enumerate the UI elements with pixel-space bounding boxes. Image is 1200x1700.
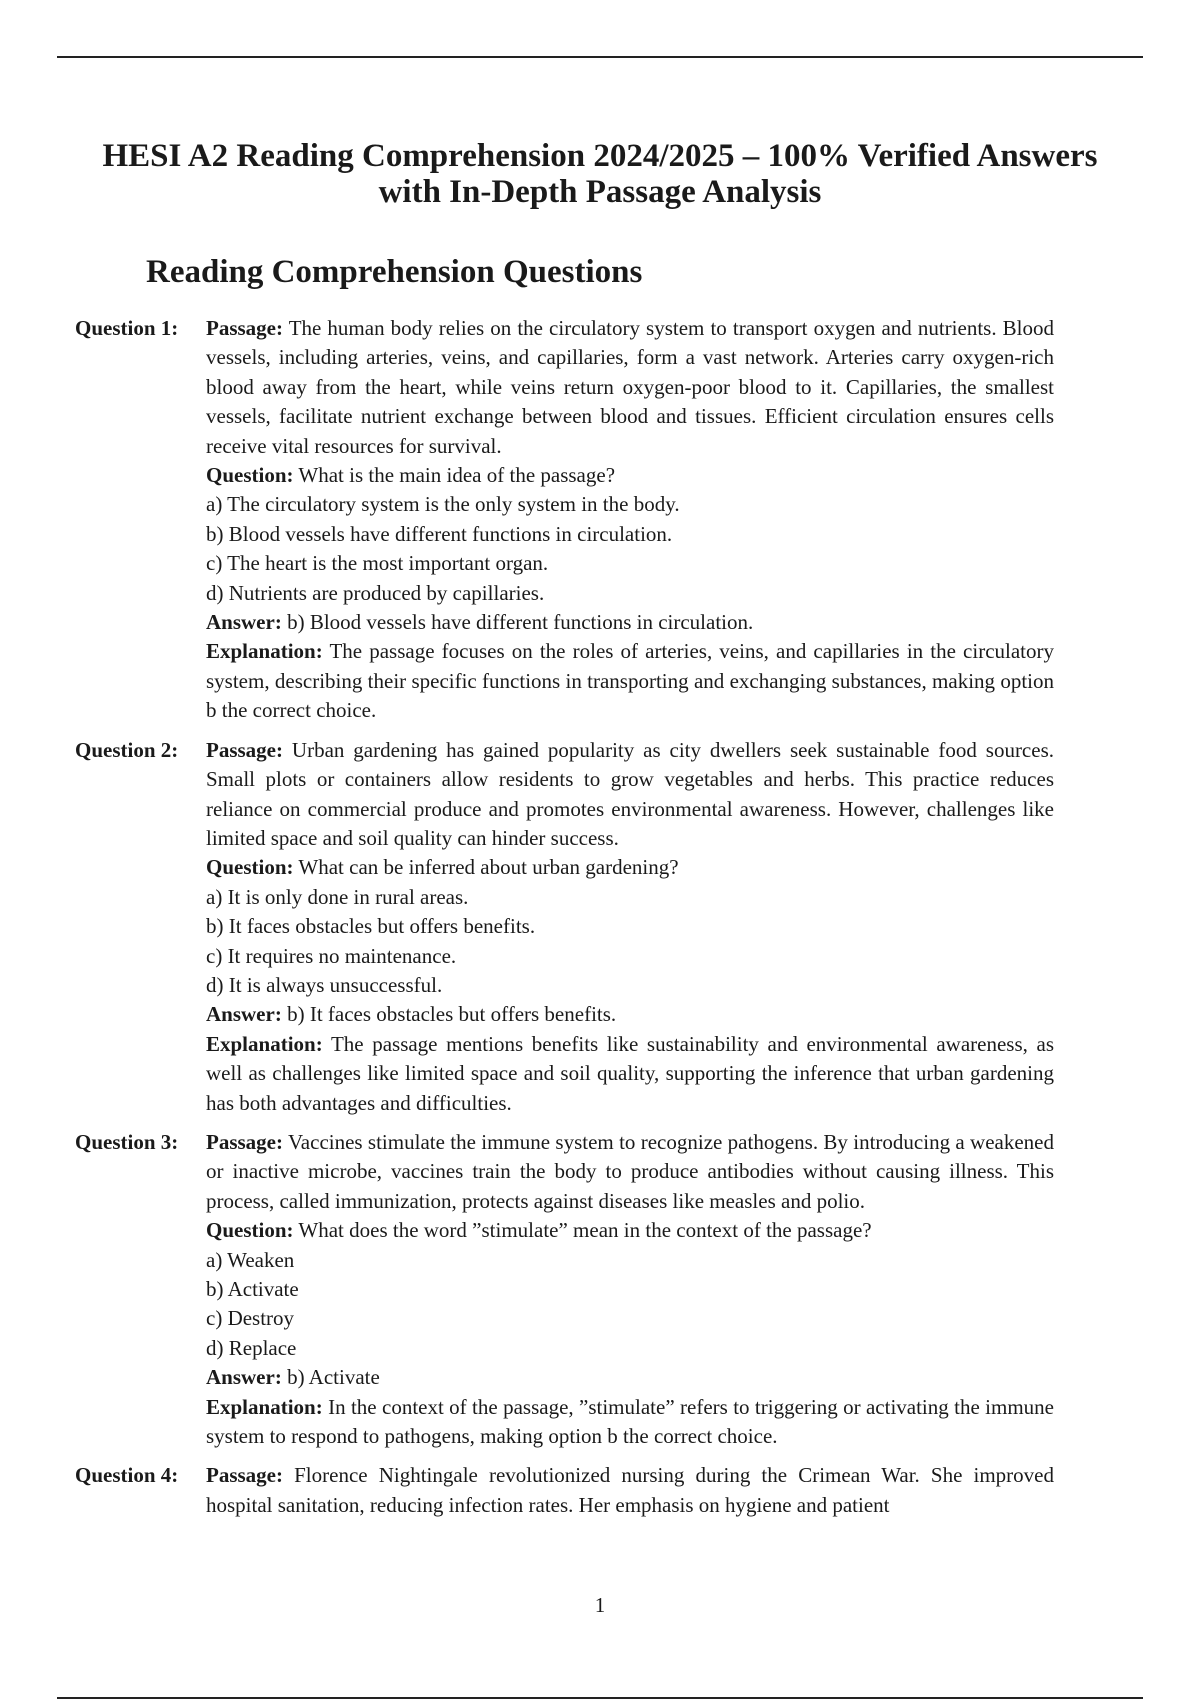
explanation-label: Explanation:: [206, 1394, 323, 1419]
answer-option: b) Activate: [206, 1277, 299, 1301]
answer-option: b) Blood vessels have different functions in circulation.: [206, 521, 673, 546]
question-prompt: [206, 461, 1054, 490]
question-body: [206, 1128, 1054, 1451]
answer-option: c) Destroy: [206, 1306, 295, 1331]
answer-label: Answer:: [206, 610, 282, 635]
question-item: [0, 736, 1200, 1118]
question-prompt-label: Question:: [206, 463, 294, 488]
bottom-rule: [57, 1697, 1143, 1699]
passage-paragraph: [206, 1461, 1054, 1520]
answer-option: d) Replace: [206, 1335, 297, 1360]
page-number: 1: [594, 1593, 606, 1617]
answer-line: [206, 608, 1054, 637]
question-item: [0, 1128, 1200, 1451]
passage-text: Florence Nightingale revolutionized nursing during the Crimean War. She improved hospital sanitation, reducing infection rates. Her emphasis on hygiene and patient: [206, 1463, 1055, 1517]
questions-list: [0, 314, 1200, 1530]
answer-option: c) It requires no maintenance.: [206, 943, 457, 968]
explanation-paragraph: [206, 1393, 1054, 1452]
question-prompt-text: What can be inferred about urban gardening?: [298, 855, 679, 880]
passage-label: Passage:: [206, 1463, 283, 1488]
question-prompt-label: Question:: [206, 855, 294, 880]
passage-text: Vaccines stimulate the immune system to recognize pathogens. By introducing a weakened or inactive microbe, vaccines train the body to produce antibodies without causing illness. This process, called immunization, protects against diseases like measles and polio.: [206, 1129, 1055, 1213]
explanation-label: Explanation:: [206, 1031, 323, 1056]
question-label: Question 3:: [75, 1129, 179, 1154]
answer-option: a) It is only done in rural areas.: [206, 884, 469, 909]
question-body: [206, 314, 1054, 726]
question-prompt-text: What does the word ”stimulate” mean in the context of the passage?: [298, 1218, 872, 1243]
explanation-paragraph: [206, 1030, 1054, 1118]
explanation-label: Explanation:: [206, 639, 323, 664]
explanation-text: In the context of the passage, ”stimulate” refers to triggering or activating the immune system to respond to pathogens, making option b the correct choice.: [206, 1394, 1055, 1449]
passage-paragraph: [206, 1128, 1054, 1216]
section-title: Reading Comprehension Questions: [146, 254, 643, 290]
question-body: [206, 736, 1054, 1118]
passage-paragraph: [206, 736, 1054, 854]
answer-label: Answer:: [206, 1002, 282, 1027]
question-item: [0, 1461, 1200, 1520]
question-prompt-label: Question:: [206, 1218, 294, 1243]
passage-label: Passage:: [206, 1129, 283, 1154]
question-label: Question 4:: [75, 1463, 179, 1488]
passage-text: The human body relies on the circulatory system to transport oxygen and nutrients. Blood vessels, including arteries, veins, and capillaries, form a vast network. Arteries carry oxygen-rich blood away from the heart, while veins return oxygen-poor blood to it. Capillaries, the smallest vessels, facilitate nutrient exchange between blood and tissues. Efficient circulation ensures cells receive vital resources for survival.: [206, 316, 1055, 458]
top-rule: [57, 56, 1143, 58]
answer-option: d) Nutrients are produced by capillaries.: [206, 580, 545, 605]
answer-option: a) The circulatory system is the only system in the body.: [206, 492, 680, 517]
question-item: [0, 314, 1200, 726]
answer-option: d) It is always unsuccessful.: [206, 972, 443, 997]
question-label: Question 1:: [75, 316, 179, 340]
passage-paragraph: [206, 314, 1054, 461]
question-prompt: [206, 853, 1054, 882]
answer-line: [206, 1000, 1054, 1029]
passage-text: Urban gardening has gained popularity as city dwellers seek sustainable food sources. Small plots or containers allow residents to grow vegetables and herbs. This practice reduces reliance on commercial produce and promotes environmental awareness. However, challenges like limited space and soil quality can hinder success.: [206, 737, 1054, 850]
answer-option: c) The heart is the most important organ.: [206, 551, 549, 576]
explanation-paragraph: [206, 637, 1054, 725]
explanation-text: The passage focuses on the roles of arteries, veins, and capillaries in the circulatory system, describing their specific functions in transporting and exchanging substances, making option b the correct choice.: [206, 639, 1055, 723]
answer-option: b) It faces obstacles but offers benefits.: [206, 914, 536, 939]
question-prompt-text: What is the main idea of the passage?: [298, 463, 616, 488]
question-body: [206, 1461, 1054, 1520]
passage-label: Passage:: [206, 316, 283, 340]
answer-text: b) Activate: [287, 1365, 380, 1390]
answer-label: Answer:: [206, 1365, 282, 1390]
document-title: HESI A2 Reading Comprehension 2024/2025 – 100% Verified Answers with In-Depth Passage Analysis: [102, 138, 1098, 210]
passage-label: Passage:: [206, 737, 283, 762]
answer-line: [206, 1363, 1054, 1392]
answer-option: a) Weaken: [206, 1247, 295, 1272]
explanation-text: The passage mentions benefits like sustainability and environmental awareness, as well as challenges like limited space and soil quality, supporting the inference that urban gardening has both advantages and difficulties.: [206, 1031, 1054, 1115]
answer-text: b) Blood vessels have different functions in circulation.: [287, 610, 754, 635]
question-label: Question 2:: [75, 737, 179, 762]
question-prompt: [206, 1216, 1054, 1245]
answer-text: b) It faces obstacles but offers benefits.: [287, 1002, 617, 1027]
